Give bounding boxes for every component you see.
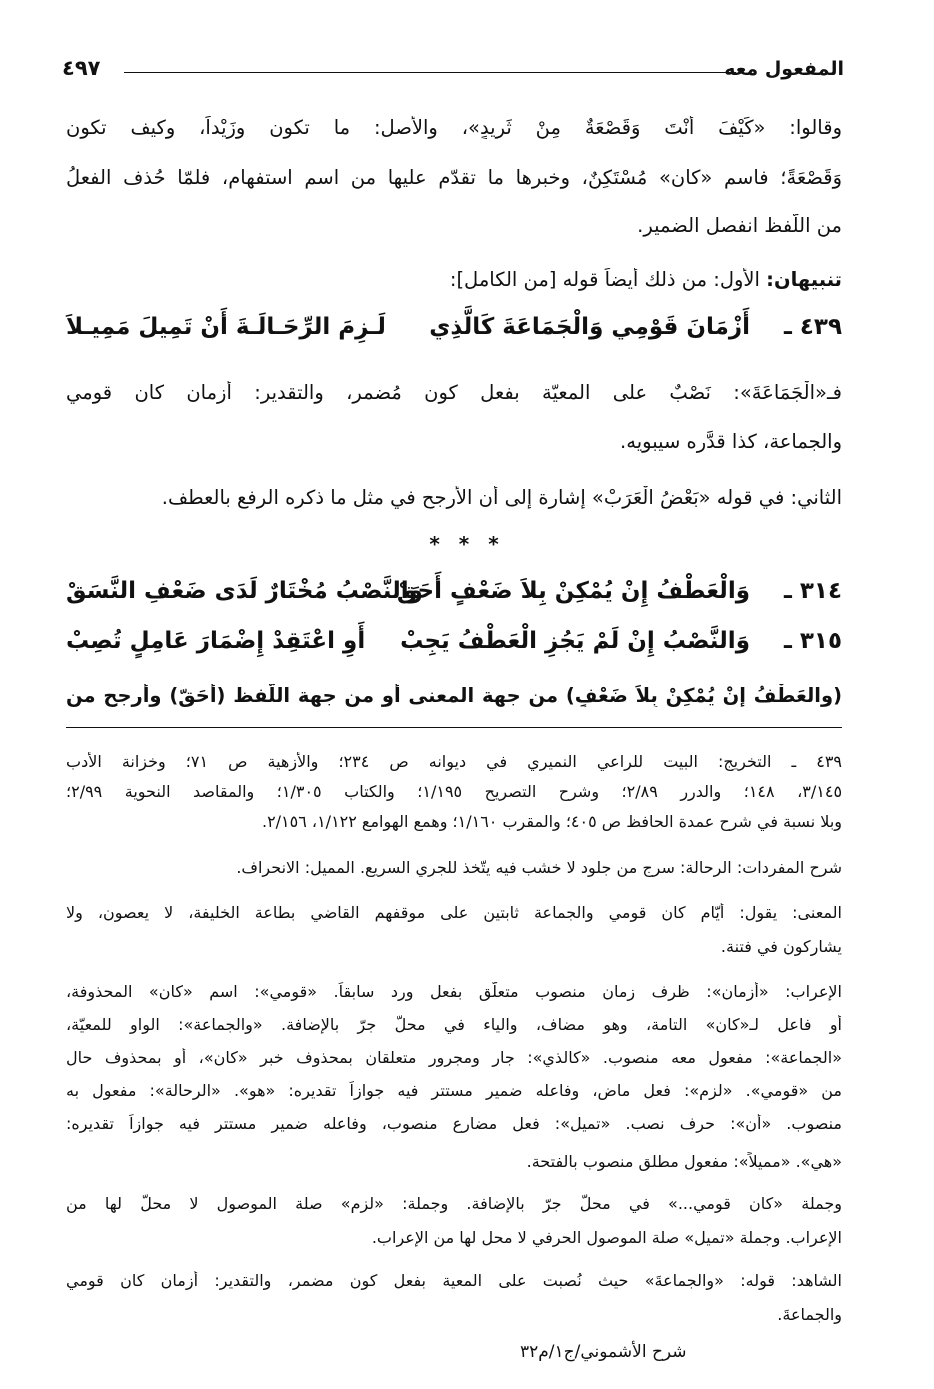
verse-second-hemistich: أَوِ اعْتَقِدْ إِضْمَارَ عَامِلٍ تُصِبْ <box>66 628 366 654</box>
footnote-line: الإعراب: «أزمان»: ظرف زمان منصوب متعلّق بفعل ورد سابقاً. «قومي»: اسم «كان» المحذوفة، <box>66 982 842 1001</box>
tanbih-text: الأول: من ذلك أيضاً قوله [من الكامل]: <box>449 268 767 291</box>
tanbih-line <box>66 268 842 291</box>
footnote-line: والجماعةَ. <box>777 1305 842 1324</box>
verse-number: ٣١٤ ـ <box>784 578 842 604</box>
footnote-line: أو فاعل لـ«كان» التامة، وهو مضاف، والياء في محلّ جرّ بالإضافة. «والجماعة»: الواو للمعيّة، <box>66 1015 842 1034</box>
footnote-line: المعنى: يقول: أيّام كان قومي والجماعة ثابتين على موقفهم القاضي بطاعة الخليفة، لا يعصون، ولا <box>66 903 842 922</box>
body-line: من اللّفظ انفصل الضمير. <box>637 214 842 237</box>
body-line: الثاني: في قوله «بَعْضُ الْعَرَبْ» إشارة إلى أن الأرجح في مثل ما ذكره الرفع بالعطف. <box>161 486 842 509</box>
verse-second-hemistich: لَـزِمَ الرِّحَـالَـةَ أَنْ تَمِيلَ مَمِيـلاَ <box>66 314 386 340</box>
header-rule <box>124 72 736 73</box>
footnote-line: ٣/١٤٥، ١٤٨؛ والدرر ٢/٨٩؛ وشرح التصريح ١/١٩٥؛ والكتاب ١/٣٠٥؛ والمقاصد النحوية ٢/٩٩؛ <box>66 782 842 801</box>
footnote-line: الشاهد: قوله: «والجماعةَ» حيث نُصبت على المعية بفعل كون مضمر، والتقدير: أزمان كان قومي <box>66 1271 842 1290</box>
footnote-line: من «قومي». «لزم»: فعل ماضٍ، وفاعله ضمير مستتر فيه جوازاً تقديره: «هو». «الرحالة»: مفعول به <box>66 1081 842 1100</box>
footnote-separator <box>66 727 842 728</box>
verse-first-hemistich: وَالنَّصْبُ إِنْ لَمْ يَجُزِ الْعَطْفُ يَجِبْ <box>400 628 750 654</box>
body-line: (والعَطْفُ إِنْ يُمْكِنْ بِلاَ ضَعْفٍ) من جهة المعنى أو من جهة اللّفظ (أَحَقّ) وأرجح من <box>66 684 842 707</box>
section-separator: * * * <box>429 532 505 556</box>
footnote-line: «هي». «مميلاً»: مفعول مطلق منصوب بالفتحة. <box>526 1152 842 1171</box>
footnote-line: شرح المفردات: الرحالة: سرج من جلود لا خشب فيه يتّخذ للجري السريع. المميل: الانحراف. <box>236 858 842 877</box>
tanbih-label: تنبيهان: <box>766 268 842 291</box>
page-header <box>62 58 844 90</box>
footnote-line: الإعراب. وجملة «تميل» صلة الموصول الحرفي لا محل لها من الإعراب. <box>371 1228 842 1247</box>
footnote-line: يشاركون في فتنة. <box>720 937 842 956</box>
footnote-line: ٤٣٩ ـ التخريج: البيت للراعي النميري في ديوانه ص ٢٣٤؛ والأزهية ص ٧١؛ وخزانة الأدب <box>66 752 842 771</box>
footnote-line: منصوب. «أن»: حرف نصب. «تميل»: فعل مضارع منصوب، وفاعله ضمير مستتر فيه جوازاً تقديره: <box>66 1114 842 1133</box>
verse-number: ٤٣٩ ـ <box>784 314 842 340</box>
body-line: والجماعة، كذا قدَّره سيبويه. <box>620 430 842 453</box>
body-line: وقالوا: «كَيْفَ أَنْتَ وَقَصْعَةٌ مِنْ ثَرِيدٍ»، والأصل: ما تكون وزَيْداً، وكيف تكون <box>66 116 842 139</box>
volume-signature: شرح الأشموني/ج١/م٣٢ <box>520 1342 687 1362</box>
verse-first-hemistich: وَالْعَطْفُ إِنْ يُمْكِنْ بِلاَ ضَعْفٍ أَحَقْ <box>396 578 750 604</box>
footnote-line: وجملة «كان قومي...» في محلّ جرّ بالإضافة. وجملة: «لزم» صلة الموصول لا محلّ لها من <box>66 1194 842 1213</box>
verse-first-hemistich: أَزْمَانَ قَوْمِي وَالْجَمَاعَةَ كَالَّذِي <box>429 314 750 340</box>
page-number: ٤٩٧ <box>62 56 101 80</box>
verse-number: ٣١٥ ـ <box>784 628 842 654</box>
verse-second-hemistich: وَالنَّصْبُ مُخْتَارٌ لَدَى ضَعْفِ النَّسَقْ <box>66 578 423 604</box>
footnote-line: «الجماعة»: مفعول معه منصوب. «كالذي»: جار ومجرور متعلقان بمحذوف خبر «كان»، أو بمحذوف حال <box>66 1048 842 1067</box>
chapter-title: المفعول معه <box>724 58 844 80</box>
body-line: فـ«الْجَمَاعَةَ»: نَصْبٌ على المعيّة بفعل كون مُضمر، والتقدير: أزمان كان قومي <box>66 381 842 404</box>
footnote-line: وبلا نسبة في شرح عمدة الحافظ ص ٤٠٥؛ والمقرب ١/١٦٠؛ وهمع الهوامع ١/١٢٢، ٢/١٥٦. <box>261 812 842 831</box>
body-line: وَقَصْعَةً؛ فاسم «كان» مُسْتَكِنٌ، وخبرها ما تقدّم عليها من اسم استفهام، فلمّا حُذف الفعلُ <box>66 166 842 189</box>
